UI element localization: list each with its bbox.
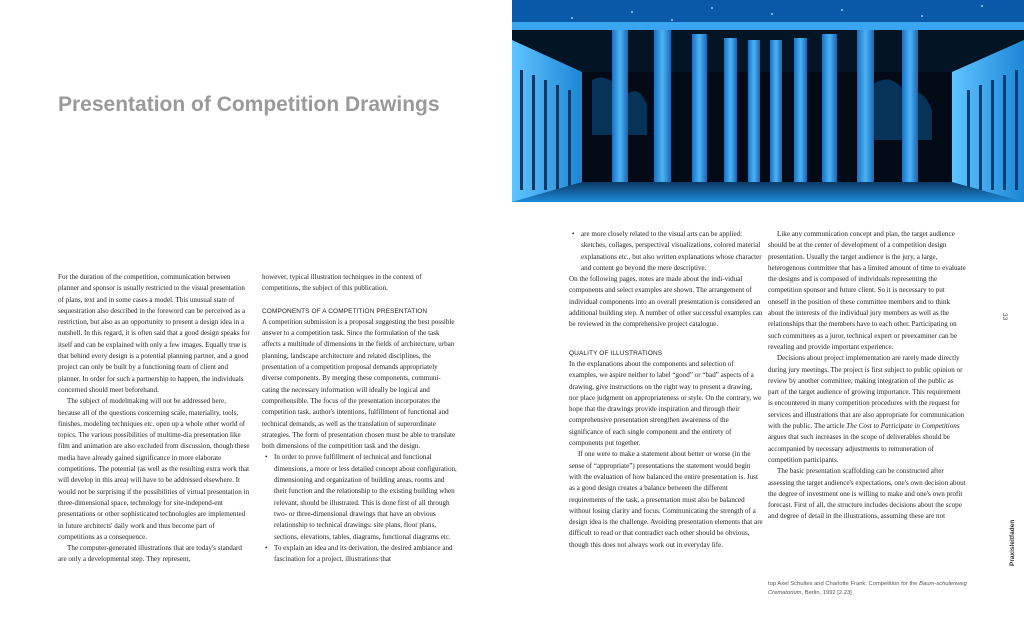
right-page [512, 0, 1024, 637]
image-caption: top Axel Schultes and Charlotte Frank: Competition for the Baum-schulenweg Crematorium, Berlin, 1992 [2.23] [768, 581, 967, 596]
page-number: 33 [1001, 313, 1008, 321]
text-column-2 [262, 272, 458, 565]
crematorium-photo [512, 0, 1024, 202]
paragraph: The subject of modelmaking will not be addressed here, because all of the questions concerning scale, materiality, tools, finishes, modeling techniques etc. open up a whole other world of topics. The various possibilities of multime-dia presentation like film and animation are also excluded from discussion, though these media have already gained significance in more elaborate competitions. The potential (as well as the resulting extra work that will develop in this area) will have to be addressed elsewhere. It would not be surprising if the possibilities of virtual presentation in three-dimensional space, technology for site-independ-ent presentations or other sophisticated technologies are implemented in future architects' daily work and thus become part of competitions as a consequence. [58, 397, 250, 541]
bullet-list-continued [569, 229, 763, 274]
text-column-1 [58, 272, 250, 566]
page-title: Presentation of Competition Drawings [58, 93, 440, 116]
paragraph: For the duration of the competition, communication between planner and sponsor is usually restricted to the visual presentation of plans, text and in some cases a model. This unusual state of sequestration also described in the foreword can be perceived as a restriction, but also as an opportunity to present a design idea in a nutshell. In this regard, it is often said that a good design speaks for itself and can be explained with only a few images. Equally true is that behind every design is a potential planning partner, and a good project can only be built by a functioning team of client and planner. In order for such a partnership to happen, the individuals concerned should meet beforehand. [58, 273, 250, 394]
paragraph: If one were to make a statement about better or worse (in the sense of “appropriate”) presentations the statement would begin with the evaluation of how balanced the entire presentation is. Just as a good design creates a balance between the different requirements of the task, a presentation must also be balanced without losing clarity and focus. Communicating the strength of a design idea is the challenge. Avoiding presentation elements that are difficult to read or that contradict each other should be obvious, though this does not always work out in everyday life. [569, 450, 763, 549]
text-column-4 [768, 229, 966, 523]
paragraph: Decisions about project implementation are rarely made directly during jury meetings. The project is first subject to public opinion or review by another committee, making integration of the public as part of the target audience of growing importance. This requirement is encountered in many competition procedures with the request for services and illustrations that are also appropriate for communication with the public. The article The Cost to Participate in Competitions argues that such increases in the scope of deliverables should be accompanied by necessary adjustments to remuneration of competition participants. [768, 354, 965, 464]
paragraph: The basic presentation scaffolding can be constructed after assessing the target audience's expectations, one's own decision about the degree of investment one is willing to make and one's own profit forecast. First of all, the structure includes decisions about the scope and degree of detail in the illustrations, assuming these are not [768, 467, 966, 521]
list-item-continued: • are more closely related to the visual arts can be applied: sketches, collages, perspectival visualizations, colored material explanations etc., but also written explanations whose character and content go beyond the mere descriptive. [581, 229, 763, 274]
running-head: Praxisleitfaden [1009, 519, 1016, 566]
list-item: • To explain an idea and its derivation, the desired ambiance and fascination for a project, illustrations that [274, 543, 458, 566]
paragraph: On the following pages, notes are made about the indi-vidual components and select examples are shown. The arrangement of individual components into an overall presentation is considered an additional building step. A number of other successful examples can be reviewed in the comprehensive project catalogue. [569, 275, 763, 329]
paragraph: however, typical illustration techniques in the context of competitions, the subject of this publication. [262, 273, 422, 293]
section-heading: QUALITY OF ILLUSTRATIONS [569, 349, 663, 357]
paragraph: In the explanations about the components and selection of examples, we aspire neither to label “good” or “bad” aspects of a drawing, give instructions on the right way to present a drawing, nor place judgment on appropriateness or style. On the contrary, we hope that the drawings provide inspiration and through their comprehensive presentation strengthen awareness of the significance of each single component and the entirety of components put together. [569, 359, 762, 448]
paragraph: The computer-generated illustrations that are today's standard are only a developmental step. They represent, [58, 544, 242, 564]
section-heading: COMPONENTS OF A COMPETITION PRESENTATION [262, 307, 428, 315]
paragraph: A competition submission is a proposal suggesting the best possible answer to a competition task. Since the formulation of the task affects a multitude of dimensions in the fields of architecture, urban planning, landscape architecture and related disciplines, the presentation of a competition proposal demands appropriately diverse components. By merging these components, communi-cating the necessary information will ideally be logical and comprehensible. The focus of the presentation incorporates the competition task, author's intentions, fulfillment of functional and technical demands, as well as the translation of superordinate strategies. The form of presentation chosen must be able to translate both dimensions of the competition task and the design. [262, 317, 456, 451]
list-item: • In order to prove fulfillment of technical and functional dimensions, a more or less detailed concept about configuration, dimensioning and organization of building areas, rooms and their function and the relationship to the existing building when relevant, should be illustrated. This is done first of all through two- or three-dimensional drawings that have an obvious relationship to technical drawings: site plans, floor plans, sections, elevations, tables, diagrams, functional diagrams etc. [274, 452, 458, 542]
bullet-list [262, 452, 458, 565]
paragraph: Like any communication concept and plan, the target audience should be at the center of development of a competition design presentation. Usually the target audience is the jury, a large, heterogenous committee that has a limited amount of time to evaluate the designs and is composed of individuals representing the competition sponsor and future client. So it is necessary to put oneself in the position of these committee members and to think about the interests of the individual jury members as well as the relationships that the members have to each other. Participating on such committees as a juror, technical expert or preexaminer can be revealing and provide important experience. [768, 230, 966, 351]
text-column-3 [569, 229, 763, 551]
